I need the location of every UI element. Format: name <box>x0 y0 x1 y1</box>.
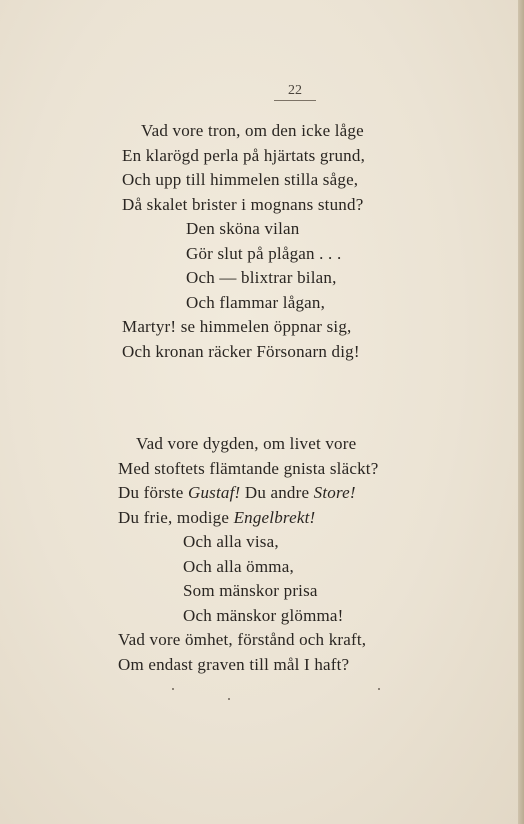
page-number: 22 <box>288 83 302 98</box>
poem-line: Då skalet brister i mognans stund? <box>122 194 364 214</box>
poem-line: Och flammar lågan, <box>186 292 326 312</box>
poem-line: Den sköna vilan <box>186 219 300 238</box>
poem-line: Och — blixtrar bilan, <box>186 268 337 287</box>
poem-line: Som mänskor prisa <box>183 581 318 600</box>
paper-speck <box>228 698 230 700</box>
poem-line: Och kronan räcker Försonarn dig! <box>122 341 360 361</box>
poem-line: Martyr! se himmelen öppnar sig, <box>122 317 352 336</box>
poem-line: Du frie, modige Engelbrekt! <box>118 507 316 527</box>
poem-line: Och alla ömma, <box>183 556 294 576</box>
stanza-1 <box>0 119 524 364</box>
poem-line: Vad vore dygden, om livet vore <box>136 434 357 453</box>
poem-line: Gör slut på plågan . . . <box>186 243 342 263</box>
paper-specks <box>0 686 524 706</box>
poem-line: Vad vore ömhet, förstånd och kraft, <box>118 630 367 649</box>
poem-line: Du förste Gustaf! Du andre Store! <box>118 483 356 502</box>
stanza-2 <box>0 432 524 677</box>
poem-line: Om endast graven till mål I haft? <box>118 654 350 674</box>
poem-line: Vad vore tron, om den icke låge <box>141 121 364 140</box>
italic-name: Engelbrekt! <box>233 507 316 527</box>
page-number-rule <box>274 100 316 101</box>
poem-line: En klarögd perla på hjärtats grund, <box>122 145 366 165</box>
poem-line: Med stoftets flämtande gnista släckt? <box>118 458 379 478</box>
italic-name: Gustaf! <box>187 483 241 502</box>
paper-speck <box>172 688 174 690</box>
poem-line: Och mänskor glömma! <box>183 605 344 625</box>
poem-line: Och upp till himmelen stilla såge, <box>122 170 359 189</box>
paper-speck <box>378 688 380 690</box>
italic-name: Store! <box>313 483 356 502</box>
poem-line: Och alla visa, <box>183 532 279 551</box>
